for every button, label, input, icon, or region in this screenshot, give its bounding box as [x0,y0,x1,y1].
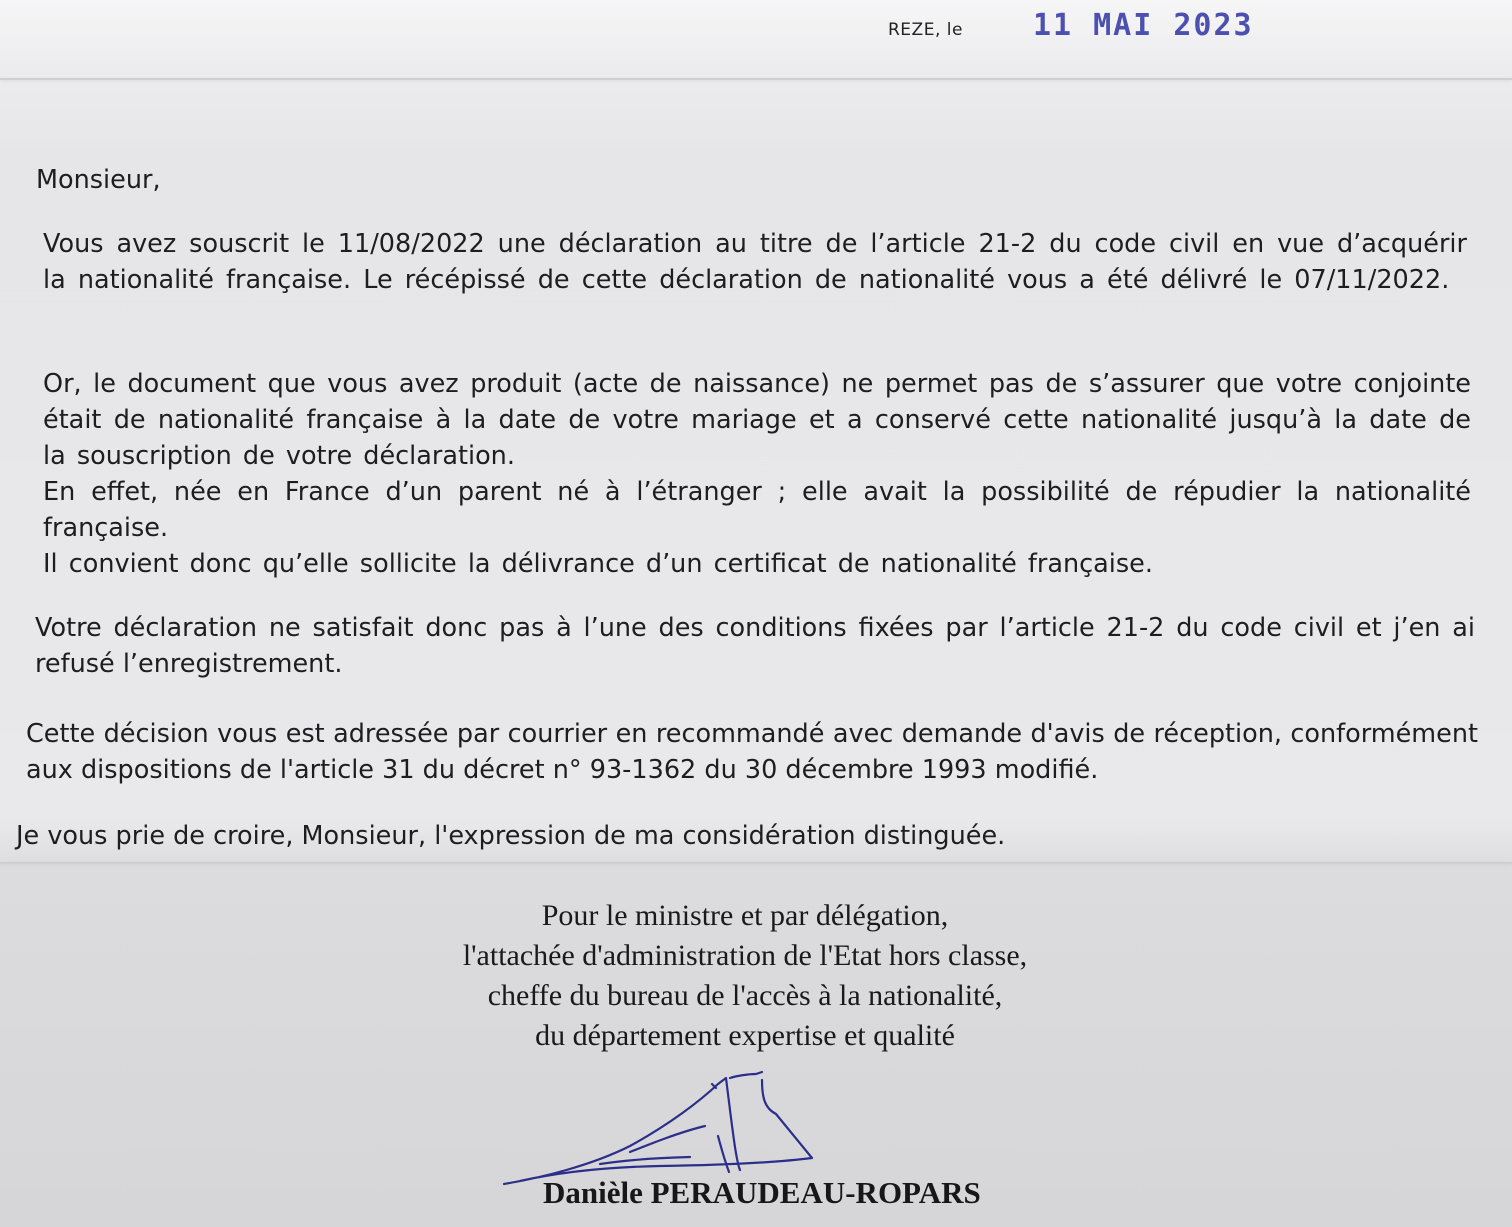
paragraph-notification: Cette décision vous est adressée par courrier en recommandé avec demande d'avis de réception, conformément aux dispositions de l'article 31 du décret n° 93-1362 du 30 décembre 1993 modifié. [26,719,1478,785]
paragraph-refusal: Votre déclaration ne satisfait donc pas à l’une des conditions fixées par l’article 21-2 du code civil et j’en ai refusé l’enregistrement. [35,613,1475,679]
paper-fold-top [0,78,1512,80]
signature-block [300,896,1190,1056]
signature-title-line: du département expertise et qualité [535,1019,955,1052]
closing-formula: Je vous prie de croire, Monsieur, l'expression de ma considération distinguée. [16,821,1006,851]
signer-name: Danièle PERAUDEAU-ROPARS [543,1175,981,1210]
signature-title-line: cheffe du bureau de l'accès à la nationalité, [487,979,1003,1012]
salutation: Monsieur, [36,165,161,195]
reason-line: Or, le document que vous avez produit (acte de naissance) ne permet pas de s’assurer que votre conjointe était de nationalité française à la date de votre mariage et a conservé cette nationalité jusqu’à la date de la souscription de votre déclaration. [43,369,1471,471]
reason-line: Il convient donc qu’elle sollicite la délivrance d’un certificat de nationalité française. [43,549,1153,579]
paragraph-reason [43,366,1471,582]
paper-fold-middle [0,862,1512,864]
signature-title-line: Pour le ministre et par délégation, [541,899,949,932]
signature-title-line: l'attachée d'administration de l'Etat hors classe, [462,939,1028,972]
paragraph-declaration: Vous avez souscrit le 11/08/2022 une déclaration au titre de l’article 21-2 du code civil en vue d’acquérir la nationalité française. Le récépissé de cette déclaration de nationalité vous a été délivré le 07/11/2022. [43,229,1467,295]
place-prefix: REZE, le [888,20,963,40]
date-stamp: 11 MAI 2023 [1032,8,1254,43]
date-line [888,8,1254,43]
reason-line: En effet, née en France d’un parent né à l’étranger ; elle avait la possibilité de répudier la nationalité française. [43,477,1471,543]
